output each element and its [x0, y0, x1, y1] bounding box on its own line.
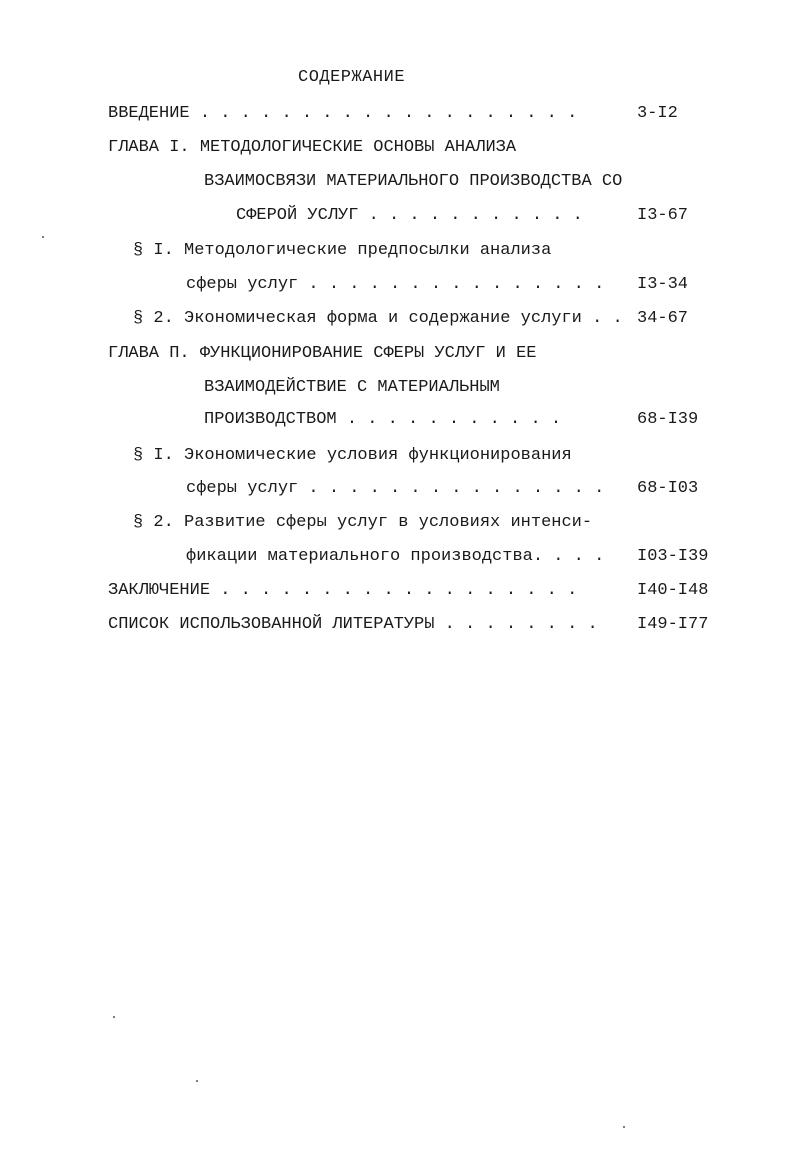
toc-entry: [108, 102, 577, 126]
scan-speck: [42, 236, 44, 238]
toc-page-number: I3-34: [637, 275, 689, 294]
toc-entry: [186, 545, 604, 569]
toc-leader-dots: . . . . . . . . . . .: [336, 410, 562, 429]
toc-leader-dots: . . . . . . . . . . . . . . . . . .: [210, 581, 578, 600]
toc-page-number: 3-I2: [637, 104, 678, 123]
toc-entry: [186, 273, 604, 297]
toc-entry-text: сферы услуг: [186, 479, 299, 498]
toc-entry: [236, 204, 583, 228]
page-title: СОДЕРЖАНИЕ: [298, 68, 406, 87]
toc-entry-text: ЗАКЛЮЧЕНИЕ: [108, 581, 211, 600]
toc-entry: [133, 239, 551, 263]
toc-entry: [133, 444, 572, 468]
toc-entry-text: § 2. Экономическая форма и содержание услуги: [133, 309, 582, 328]
toc-entry-text: § I. Экономические условия функционирования: [133, 446, 572, 465]
toc-entry: [108, 613, 598, 637]
toc-entry-text: ПРОИЗВОДСТВОМ: [204, 410, 337, 429]
toc-entry-text: СПИСОК ИСПОЛЬЗОВАННОЙ ЛИТЕРАТУРЫ: [108, 615, 435, 634]
toc-leader-dots: . . . .: [532, 547, 605, 566]
toc-entry: [108, 579, 577, 603]
toc-leader-dots: . . . . . . . . . . . . . . .: [298, 479, 605, 498]
toc-entry-text: § I. Методологические предпосылки анализа: [133, 241, 552, 260]
toc-entry: [133, 307, 623, 331]
toc-entry: [186, 477, 604, 501]
toc-entry: [108, 136, 516, 160]
toc-leader-dots: . . . . . . . . . . . . . . .: [298, 275, 605, 294]
toc-entry: [204, 170, 622, 194]
toc-entry-text: ГЛАВА П. ФУНКЦИОНИРОВАНИЕ СФЕРЫ УСЛУГ И ЕЕ: [108, 344, 537, 363]
toc-leader-dots: . .: [581, 309, 623, 328]
toc-leader-dots: . . . . . . . .: [434, 615, 598, 634]
scan-speck: [196, 1080, 198, 1082]
toc-page-number: 34-67: [637, 309, 689, 328]
toc-entry-text: ВЗАИМОСВЯЗИ МАТЕРИАЛЬНОГО ПРОИЗВОДСТВА СО: [204, 172, 623, 191]
toc-entry: [108, 342, 536, 366]
toc-entry-text: ВЗАИМОДЕЙСТВИЕ С МАТЕРИАЛЬНЫМ: [204, 378, 500, 397]
toc-entry-text: фикации материального производства: [186, 547, 533, 566]
toc-page-number: 68-I39: [637, 410, 699, 429]
toc-page-number: I40-I48: [637, 581, 709, 600]
toc-page-number: I3-67: [637, 206, 689, 225]
toc-entry: [133, 511, 592, 535]
toc-leader-dots: . . . . . . . . . . . . . . . . . . .: [189, 104, 578, 123]
toc-entry-text: ВВЕДЕНИЕ: [108, 104, 190, 123]
toc-page-number: I49-I77: [637, 615, 709, 634]
toc-entry: [204, 408, 561, 432]
scan-speck: [623, 1126, 625, 1128]
toc-entry-text: сферы услуг: [186, 275, 299, 294]
toc-entry: [204, 376, 500, 400]
toc-leader-dots: . . . . . . . . . . .: [358, 206, 583, 225]
toc-page-number: 68-I03: [637, 479, 699, 498]
toc-entry-text: СФЕРОЙ УСЛУГ: [236, 206, 359, 225]
scan-speck: [113, 1016, 115, 1018]
toc-page-number: I03-I39: [637, 547, 709, 566]
toc-entry-text: ГЛАВА I. МЕТОДОЛОГИЧЕСКИЕ ОСНОВЫ АНАЛИЗА: [108, 138, 517, 157]
toc-entry-text: § 2. Развитие сферы услуг в условиях интенси-: [133, 513, 593, 532]
